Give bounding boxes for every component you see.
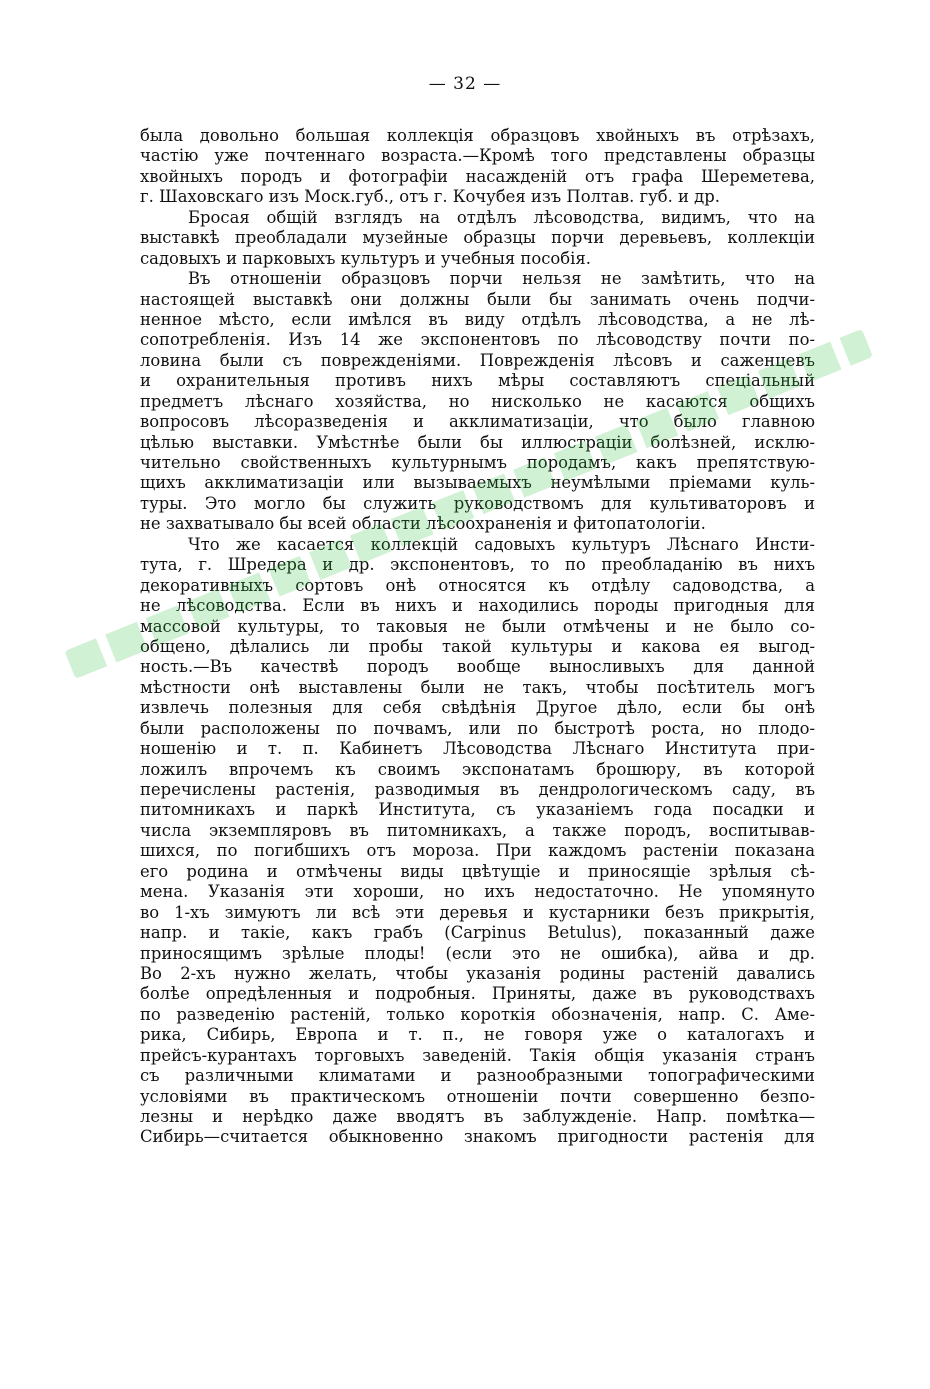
text-line: хвойныхъ породъ и фотографіи насажденій отъ графа Шереметева, <box>140 166 815 186</box>
text-line: г. Шаховскаго изъ Моск.губ., отъ г. Кочубея изъ Полтав. губ. и др. <box>140 187 720 207</box>
text-line: во 1-хъ зимуютъ ли всѣ эти деревья и кустарники безъ прикрытія, <box>140 902 815 922</box>
text-line: напр. и такіе, какъ грабъ (Carpinus Betulus), показанный даже <box>140 923 815 943</box>
text-line: рика, Сибирь, Европа и т. п., не говоря уже о каталогахъ и <box>140 1025 815 1045</box>
text-line: предметъ лѣснаго хозяйства, но нисколько не касаются общихъ <box>140 391 815 411</box>
text-line: питомникахъ и паркѣ Института, съ указаніемъ года посадки и <box>140 800 815 820</box>
text-line: Что же касается коллекцій садовыхъ культуръ Лѣснаго Инсти- <box>188 534 815 554</box>
text-line: цѣлью выставки. Умѣстнѣе были бы иллюстраціи болѣзней, исклю- <box>140 432 815 452</box>
text-line: туры. Это могло бы служить руководствомъ для культиваторовъ и <box>140 493 815 513</box>
text-line: ношенію и т. п. Кабинетъ Лѣсоводства Лѣснаго Института при- <box>140 739 815 759</box>
text-line: массовой культуры, то таковыя не были отмѣчены и не было со- <box>140 616 815 636</box>
text-line: перечислены растенія, разводимыя въ дендрологическомъ саду, въ <box>140 780 815 799</box>
text-line: садовыхъ и парковыхъ культуръ и учебныя пособія. <box>140 248 591 268</box>
text-line: ность.—Въ качествѣ породъ вообще выносливыхъ для данной <box>140 657 815 677</box>
text-line: ненное мѣсто, если имѣлся въ виду отдѣлъ лѣсоводства, а не лѣ- <box>140 309 815 329</box>
text-line: Во 2-хъ нужно желать, чтобы указанія родины растеній давались <box>140 963 815 983</box>
text-line: условіями въ практическомъ отношеніи почти совершенно безпо- <box>140 1086 815 1106</box>
text-line: щихъ акклиматизаціи или вызываемыхъ неумѣлыми пріемами куль- <box>140 473 815 493</box>
text-line: по разведенію растеній, только короткія обозначенія, напр. С. Аме- <box>140 1004 815 1024</box>
text-line: декоративныхъ сортовъ онѣ относятся къ отдѣлу садоводства, а <box>140 575 815 595</box>
text-line: были расположены по почвамъ, или по быстротѣ роста, но плодо- <box>140 718 815 738</box>
text-line: Бросая общій взглядъ на отдѣлъ лѣсоводства, видимъ, что на <box>188 207 815 227</box>
text-line: ловина были съ поврежденіями. Поврежденія лѣсовъ и саженцевъ <box>140 350 815 370</box>
page-number: — 32 — <box>428 74 502 94</box>
text-line: приносящимъ зрѣлые плоды! (если это не ошибка), айва и др. <box>140 943 815 963</box>
body-text <box>140 126 815 1148</box>
text-line: настоящей выставкѣ они должны были бы занимать очень подчи- <box>140 289 815 309</box>
text-line: болѣе опредѣленныя и подробныя. Приняты, даже въ руководствахъ <box>140 984 815 1004</box>
text-line: не захватывало бы всей области лѣсоохраненія и фитопатологіи. <box>140 514 706 534</box>
text-line: мѣстности онѣ выставлены были не такъ, чтобы посѣтитель могъ <box>140 677 815 697</box>
text-line: вопросовъ лѣсоразведенія и акклиматизаціи, что было главною <box>140 412 815 432</box>
text-line: частію уже почтеннаго возраста.—Кромѣ того представлены образцы <box>140 146 815 166</box>
text-line: съ различными климатами и разнообразными топографическими <box>140 1066 815 1086</box>
text-line: была довольно большая коллекція образцовъ хвойныхъ въ отрѣзахъ, <box>140 126 815 145</box>
text-line: мена. Указанія эти хороши, но ихъ недостаточно. Не упомянуто <box>140 882 815 902</box>
text-line: не лѣсоводства. Если въ нихъ и находились породы пригодныя для <box>140 596 815 616</box>
text-line: извлечь полезныя для себя свѣдѣнія Другое дѣло, если бы онѣ <box>140 698 815 718</box>
text-line: общено, дѣлались ли пробы такой культуры и какова ея выгод- <box>140 636 815 656</box>
text-line: шихся, по погибшихъ отъ мороза. При каждомъ растеніи показана <box>140 841 815 861</box>
text-line: его родина и отмѣчены виды цвѣтущіе и приносящіе зрѣлыя сѣ- <box>140 861 815 881</box>
text-line: выставкѣ преобладали музейные образцы порчи деревьевъ, коллекціи <box>140 228 815 248</box>
text-line: прейсъ-курантахъ торговыхъ заведеній. Такія общія указанія странъ <box>140 1045 815 1065</box>
text-line: тута, г. Шредера и др. экспонентовъ, то по преобладанію въ нихъ <box>140 555 815 575</box>
text-line: числа экземпляровъ въ питомникахъ, а также породъ, воспитывав- <box>140 820 815 840</box>
text-line: лезны и нерѣдко даже вводятъ въ заблужденіе. Напр. помѣтка— <box>140 1107 815 1126</box>
text-line: Въ отношеніи образцовъ порчи нельзя не замѣтить, что на <box>188 269 815 289</box>
text-line: чительно свойственныхъ культурнымъ породамъ, какъ препятствую- <box>140 453 815 472</box>
text-line: Сибирь—считается обыкновенно знакомъ пригодности растенія для <box>140 1127 815 1147</box>
text-line: сопотребленія. Изъ 14 же экспонентовъ по лѣсоводству почти по- <box>140 330 815 350</box>
text-line: и охранительныя противъ нихъ мѣры составляютъ спеціальный <box>140 371 815 391</box>
text-line: ложилъ впрочемъ къ своимъ экспонатамъ брошюру, въ которой <box>140 759 815 779</box>
